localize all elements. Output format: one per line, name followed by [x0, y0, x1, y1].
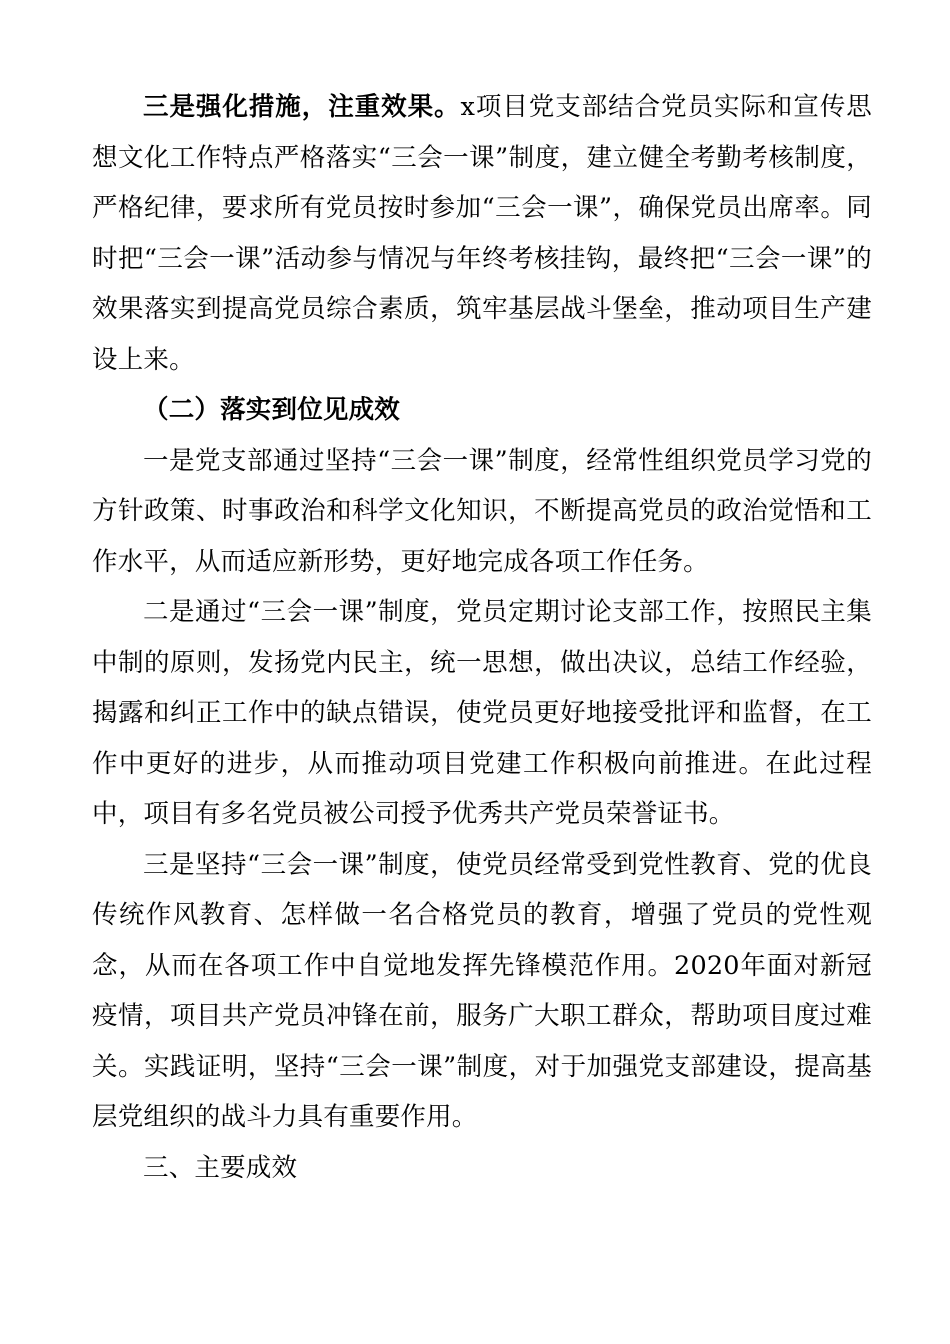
- document-page: [92, 82, 872, 1193]
- paragraph-point-three: 三是坚持“三会一课”制度，使党员经常受到党性教育、党的优良传统作风教育、怎样做一名合格党员的教育，增强了党员的党性观念，从而在各项工作中自觉地发挥先锋模范作用。2020年面对新冠疫情，项目共产党员冲锋在前，服务广大职工群众，帮助项目度过难关。实践证明，坚持“三会一课”制度，对于加强党支部建设，提高基层党组织的战斗力具有重要作用。: [92, 849, 872, 1132]
- paragraph-lead-bold: 三是强化措施，注重效果。: [143, 92, 461, 122]
- paragraph-body: x项目党支部结合党员实际和宣传思想文化工作特点严格落实“三会一课”制度，建立健全考勤考核制度，严格纪律，要求所有党员按时参加“三会一课”，确保党员出席率。同时把“三会一课”活动参与情况与年终考核挂钩，最终把“三会一课”的效果落实到提高党员综合素质，筑牢基层战斗堡垒，推动项目生产建设上来。: [92, 92, 872, 375]
- paragraph-strengthen-measures: [92, 82, 872, 385]
- subheading-implementation: （二）落实到位见成效: [143, 395, 401, 425]
- paragraph-point-two: 二是通过“三会一课”制度，党员定期讨论支部工作，按照民主集中制的原则，发扬党内民主，统一思想，做出决议，总结工作经验，揭露和纠正工作中的缺点错误，使党员更好地接受批评和监督，在工作中更好的进步，从而推动项目党建工作积极向前推进。在此过程中，项目有多名党员被公司授予优秀共产党员荣誉证书。: [92, 597, 872, 829]
- section-heading-main-results: 三、主要成效: [143, 1152, 298, 1183]
- paragraph-point-one: 一是党支部通过坚持“三会一课”制度，经常性组织党员学习党的方针政策、时事政治和科学文化知识，不断提高党员的政治觉悟和工作水平，从而适应新形势，更好地完成各项工作任务。: [92, 445, 872, 577]
